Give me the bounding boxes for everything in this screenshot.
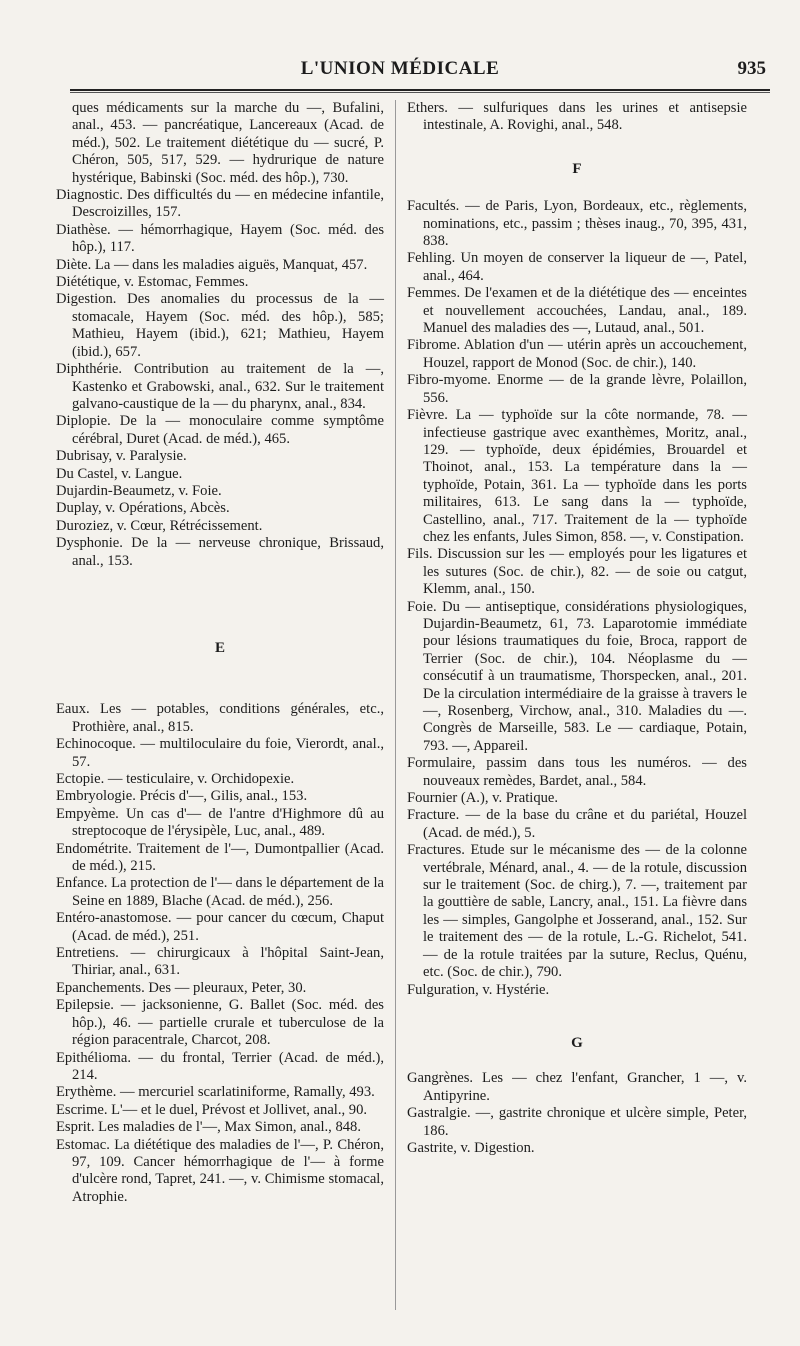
index-entry: ques médicaments sur la marche du —, Bufalini, anal., 453. — pancréatique, Lancereaux (Acad. de méd.), 502. Le traitement diététique du — sucré, P. Chéron, 505, 517, 529. — hydrurique de nature hystérique, Babinski (Soc. méd. des hôp.), 730. xyxy=(72,100,384,186)
header-rule xyxy=(70,89,770,91)
index-entry: Eaux. Les — potables, conditions générales, etc., Prothière, anal., 815. xyxy=(56,701,384,735)
index-entry: Diète. La — dans les maladies aiguës, Manquat, 457. xyxy=(56,256,368,273)
index-entry: Facultés. — de Paris, Lyon, Bordeaux, etc., règlements, nominations, etc., passim ; thèses inaug., 70, 395, 431, 838. xyxy=(407,198,747,250)
index-entry: Fils. Discussion sur les — employés pour les ligatures et les sutures (Soc. de chir.), 82. — de soie ou catgut, Klemm, anal., 150. xyxy=(407,546,747,598)
page-number: 935 xyxy=(737,58,766,79)
index-entry: Diagnostic. Des difficultés du — en médecine infantile, Descroizilles, 157. xyxy=(56,187,384,221)
index-entry: Endométrite. Traitement de l'—, Dumontpallier (Acad. de méd.), 215. xyxy=(56,840,384,875)
journal-title: L'UNION MÉDICALE xyxy=(300,58,500,79)
index-entry: Embryologie. Précis d'—, Gilis, anal., 153. xyxy=(56,788,308,805)
index-entry: Formulaire, passim dans tous les numéros. — des nouveaux remèdes, Bardet, anal., 584. xyxy=(407,755,747,789)
index-entry: Dysphonie. De la — nerveuse chronique, Brissaud, anal., 153. xyxy=(56,535,384,569)
index-entry: Enfance. La protection de l'— dans le département de la Seine en 1889, Blache (Acad. de méd.), 256. xyxy=(56,875,384,909)
index-entry: Gangrènes. Les — chez l'enfant, Grancher, 1 —, v. Antipyrine. xyxy=(407,1070,747,1104)
index-entry: Entretiens. — chirurgicaux à l'hôpital Saint-Jean, Thiriar, anal., 631. xyxy=(56,945,384,979)
index-entry: Entéro-anastomose. — pour cancer du cœcum, Chaput (Acad. de méd.), 251. xyxy=(56,910,384,944)
index-entry: Dubrisay, v. Paralysie. xyxy=(56,448,187,465)
index-entry: Fehling. Un moyen de conserver la liqueur de —, Patel, anal., 464. xyxy=(407,250,747,284)
index-entry: Fièvre. La — typhoïde sur la côte normande, 78. — infectieuse gastrique avec exanthèmes, Moritz, anal., 129. — typhoïde, deux épidémies, Brouardel et Thoinot, anal., 153. La température dans la — typhoïde, Potain, 361. La — typhoïde dans les ports militaires, 613. Le sang dans la — typhoïde, Castellino, anal., 717. Traitement de la — typhoïde chez les enfants, Jules Simon, 858. —, v. Constipation. xyxy=(407,407,747,545)
index-entry: Gastralgie. —, gastrite chronique et ulcère simple, Peter, 186. xyxy=(407,1105,747,1139)
index-entry: Fractures. Etude sur le mécanisme des — de la colonne vertébrale, Ménard, anal., 4. — de la rotule, discussion sur le traitement (Soc. de chirg.), 7. —, traitement par la gouttière de sable, Lancry, anal., 151. La fièvre dans les — simples, Gangolphe et Josserand, anal., 152. Sur le traitement des — de la rotule, L.-G. Richelot, 541. — de la rotule traitées par la suture, Reclus, Quénu, etc. (Soc. de chir.), 790. xyxy=(407,842,747,981)
section-letter-e: E xyxy=(214,639,225,656)
header-rule-thin xyxy=(70,92,770,93)
index-entry: Diplopie. De la — monoculaire comme symptôme cérébral, Duret (Acad. de méd.), 465. xyxy=(56,413,384,447)
column-divider xyxy=(395,100,396,1310)
index-entry: Diathèse. — hémorrhagique, Hayem (Soc. méd. des hôp.), 117. xyxy=(56,221,384,256)
index-entry: Ethers. — sulfuriques dans les urines et antisepsie intestinale, A. Rovighi, anal., 548. xyxy=(407,100,747,134)
index-entry: Digestion. Des anomalies du processus de la — stomacale, Hayem (Soc. méd. des hôp.), 585; Mathieu, Hayem (ibid.), 621; Mathieu, Hayem (ibid.), 657. xyxy=(56,291,384,360)
index-entry: Empyème. Un cas d'— de l'antre d'Highmore dû au streptocoque de l'érysipèle, Luc, anal., 489. xyxy=(56,805,384,840)
section-letter-g: G xyxy=(571,1034,583,1051)
index-entry: Echinocoque. — multiloculaire du foie, Vierordt, anal., 57. xyxy=(56,736,384,770)
index-entry: Fulguration, v. Hystérie. xyxy=(407,981,550,998)
left-column xyxy=(56,100,384,1206)
index-entry: Diététique, v. Estomac, Femmes. xyxy=(56,274,249,291)
index-entry: Du Castel, v. Langue. xyxy=(56,465,183,482)
index-entry: Fracture. — de la base du crâne et du pariétal, Houzel (Acad. de méd.), 5. xyxy=(407,807,747,841)
index-entry: Epanchements. Des — pleuraux, Peter, 30. xyxy=(56,979,307,996)
index-entry: Dujardin-Beaumetz, v. Foie. xyxy=(56,482,222,499)
index-entry: Duplay, v. Opérations, Abcès. xyxy=(56,500,230,517)
section-letter-f: F xyxy=(572,160,582,177)
index-entry: Epilepsie. — jacksonienne, G. Ballet (Soc. méd. des hôp.), 46. — partielle crurale et tuberculose de la région paracentrale, Charcot, 208. xyxy=(56,997,384,1049)
index-entry: Fibro-myome. Enorme — de la grande lèvre, Polaillon, 556. xyxy=(407,372,747,406)
index-entry: Gastrite, v. Digestion. xyxy=(407,1139,535,1156)
index-entry: Duroziez, v. Cœur, Rétrécissement. xyxy=(56,517,263,534)
index-entry: Femmes. De l'examen et de la diététique des — enceintes et nouvellement accouchées, Landau, anal., 189. Manuel des maladies des —, Lutaud, anal., 501. xyxy=(407,285,747,337)
index-entry: Escrime. L'— et le duel, Prévost et Jollivet, anal., 90. xyxy=(56,1101,368,1118)
index-entry: Foie. Du — antiseptique, considérations physiologiques, Dujardin-Beaumetz, 61, 73. Laparotomie immédiate pour lésions traumatiques du foie, Broca, rapport de Terrier (Soc. de chir.), 104. Néoplasme du — consécutif à un traumatisme, Thorspecken, anal., 201. De la circulation intermédiaire de la graisse à travers le —, Rosenberg, Virchow, anal., 310. Maladies du —. Congrès de Marseille, 583. Le — cardiaque, Potain, 793. —, Appareil. xyxy=(407,598,747,754)
index-entry: Esprit. Les maladies de l'—, Max Simon, anal., 848. xyxy=(56,1119,361,1136)
index-entry: Diphthérie. Contribution au traitement de la —, Kastenko et Grabowski, anal., 632. Sur le traitement galvano-caustique de la — du pharynx, anal., 834. xyxy=(56,361,384,412)
index-entry: Ectopie. — testiculaire, v. Orchidopexie. xyxy=(56,771,295,787)
index-entry: Erythème. — mercuriel scarlatiniforme, Ramally, 493. xyxy=(56,1084,375,1101)
index-entry: Fibrome. Ablation d'un — utérin après un accouchement, Houzel, rapport de Monod (Soc. de chir.), 140. xyxy=(407,337,747,371)
right-column xyxy=(407,100,747,1157)
page-header xyxy=(0,54,800,86)
index-entry: Fournier (A.), v. Pratique. xyxy=(407,790,559,807)
index-entry: Epithélioma. — du frontal, Terrier (Acad. de méd.), 214. xyxy=(56,1049,384,1083)
index-entry: Estomac. La diététique des maladies de l'—, P. Chéron, 97, 109. Cancer hémorrhagique de l'— à forme d'ulcère rond, Tapret, 241. —, v. Chimisme stomacal, Atrophie. xyxy=(56,1136,384,1205)
